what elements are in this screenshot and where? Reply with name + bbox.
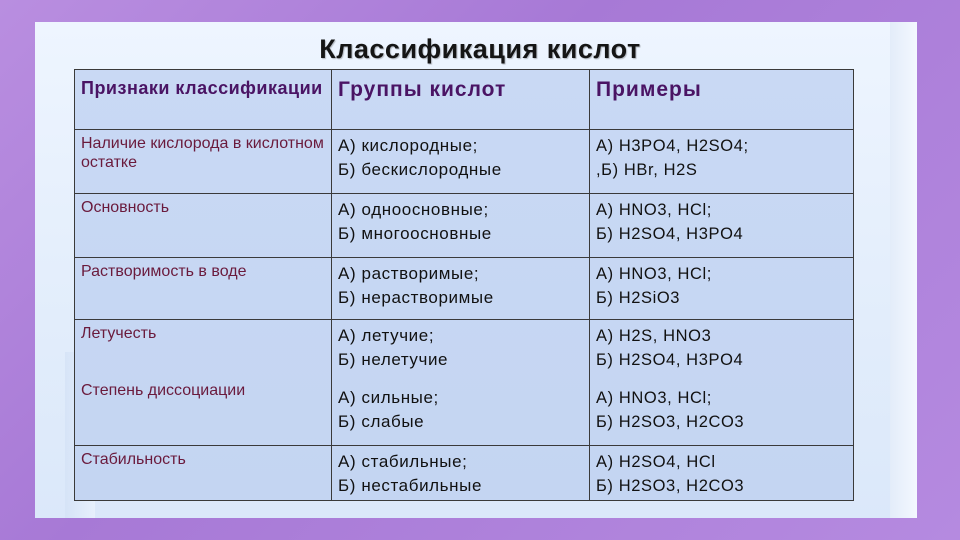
group-a: А) летучие;	[338, 326, 435, 345]
group-b: Б) бескислородные	[338, 160, 502, 179]
group-a: А) сильные;	[338, 388, 439, 407]
decorative-bar-right	[890, 22, 917, 518]
feature-cell: Основность	[75, 194, 332, 258]
examples-cell	[590, 258, 854, 320]
table-row	[75, 320, 854, 446]
example-a: А) H3PO4, H2SO4;	[596, 137, 749, 155]
feature-cell: Стабильность	[75, 446, 332, 501]
feature-cell: Растворимость в воде	[75, 258, 332, 320]
example-b: Б) H2SO4, H3PO4	[596, 225, 744, 243]
groups-cell	[332, 446, 590, 501]
example-b: ,Б) HBr, H2S	[596, 161, 698, 179]
example-a: А) HNO3, HCl;	[596, 265, 712, 283]
groups-cell	[332, 130, 590, 194]
table-row	[75, 258, 854, 320]
group-b: Б) многоосновные	[338, 224, 492, 243]
classification-table	[74, 69, 854, 501]
group-b: Б) нерастворимые	[338, 288, 494, 307]
group-a: А) растворимые;	[338, 264, 480, 283]
header-examples: Примеры	[590, 70, 854, 130]
example-a: А) HNO3, HCl;	[596, 201, 712, 219]
groups-cell	[332, 258, 590, 320]
feature-volatility: Летучесть	[81, 325, 157, 342]
example-b: Б) H2SO3, H2CO3	[596, 413, 745, 431]
slide-title: Классификация кислот	[319, 34, 641, 64]
example-b: Б) H2SO4, H3PO4	[596, 351, 744, 369]
examples-cell	[590, 320, 854, 446]
feature-cell	[75, 320, 332, 446]
examples-cell	[590, 130, 854, 194]
header-groups: Группы кислот	[332, 70, 590, 130]
table-row	[75, 130, 854, 194]
table-header-row	[75, 70, 854, 130]
feature-dissociation: Степень диссоциации	[81, 382, 246, 399]
group-a: А) стабильные;	[338, 452, 468, 471]
header-features: Признаки классификации	[75, 70, 332, 130]
example-a: А) H2SO4, HCl	[596, 453, 716, 471]
example-a: А) HNO3, HCl;	[596, 389, 712, 407]
groups-cell	[332, 194, 590, 258]
group-a: А) одноосновные;	[338, 200, 489, 219]
group-b: Б) нестабильные	[338, 476, 483, 495]
examples-cell	[590, 446, 854, 501]
feature-cell: Наличие кислорода в кислотном остатке	[75, 130, 332, 194]
example-b: Б) H2SO3, H2CO3	[596, 477, 745, 495]
example-a: А) H2S, HNO3	[596, 327, 712, 345]
groups-cell	[332, 320, 590, 446]
group-b: Б) слабые	[338, 412, 425, 431]
table-row	[75, 194, 854, 258]
examples-cell	[590, 194, 854, 258]
example-b: Б) H2SiO3	[596, 289, 681, 307]
group-a: А) кислородные;	[338, 136, 478, 155]
table-row	[75, 446, 854, 501]
group-b: Б) нелетучие	[338, 350, 449, 369]
